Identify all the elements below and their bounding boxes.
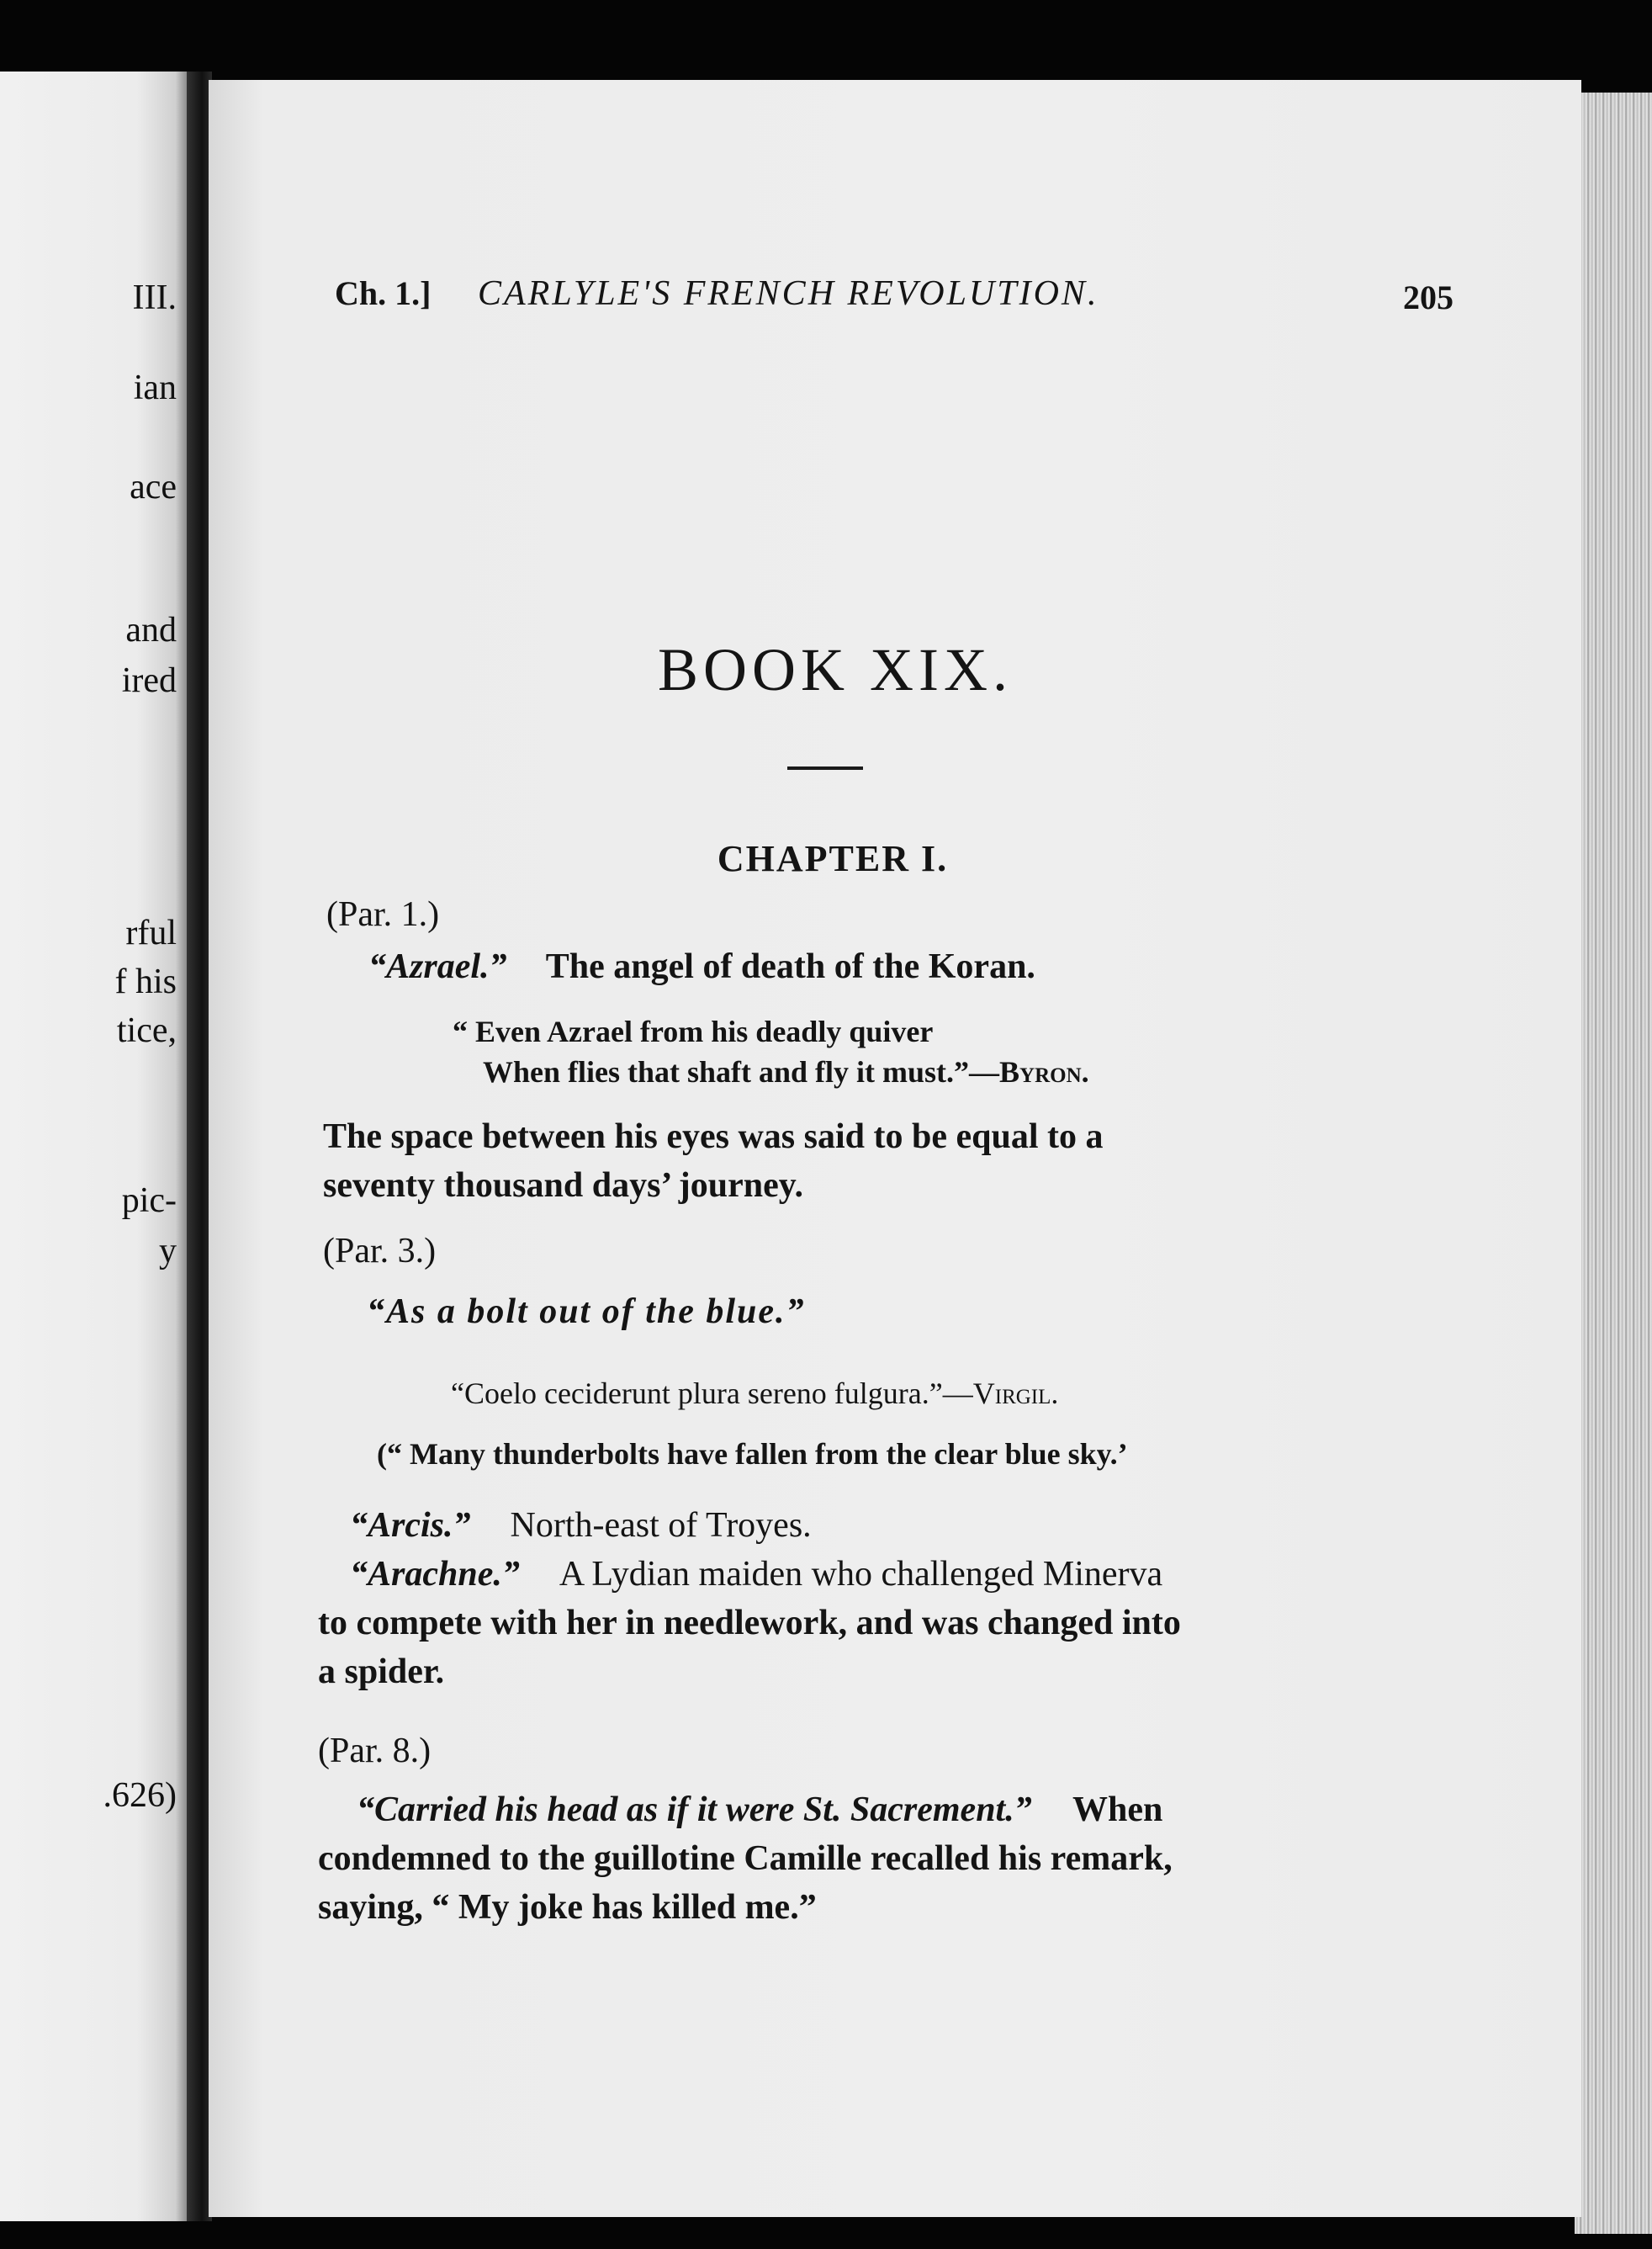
quote-line: “ Even Azrael from his deadly quiver — [453, 1015, 934, 1048]
running-head-chapter: Ch. 1.] — [335, 274, 432, 312]
left-page-fragment: and — [125, 611, 177, 650]
par-label: (Par. 3.) — [323, 1232, 437, 1270]
left-page-fragment: ian — [133, 369, 177, 407]
body-line: seventy thousand days’ journey. — [323, 1166, 803, 1205]
gloss-term: “Azrael.” — [368, 947, 507, 986]
page-edges — [1575, 93, 1652, 2234]
running-head — [335, 273, 1546, 324]
body-line: a spider. — [318, 1652, 445, 1691]
left-page-fragment: ace — [130, 468, 177, 507]
left-page-fragment: f his — [114, 963, 177, 1001]
body-line: to compete with her in needlework, and was changed into — [318, 1604, 1181, 1642]
left-page-fragment: pic- — [121, 1181, 177, 1220]
gloss-entry — [368, 947, 1035, 987]
body-line: saying, “ My joke has killed me.” — [318, 1888, 817, 1927]
body-line: The space between his eyes was said to be equal to a — [323, 1117, 1104, 1156]
gloss-entry — [350, 1505, 812, 1546]
gloss-entry — [357, 1790, 1162, 1830]
right-page — [209, 80, 1581, 2217]
left-page-fragment: tice, — [116, 1011, 177, 1050]
quote-line — [451, 1376, 1058, 1411]
par-label: (Par. 1.) — [326, 895, 440, 934]
gloss-term: “Carried his head as if it were St. Sacrement.” — [357, 1790, 1032, 1829]
left-page-fragment: rful — [125, 914, 177, 952]
gloss-term-text: “As a bolt out of the blue.” — [367, 1292, 806, 1331]
quote-author: Virgil. — [972, 1376, 1059, 1410]
quote-line — [483, 1054, 1089, 1090]
quote-text: “Coelo ceciderunt plura sereno fulgura.”— — [451, 1376, 973, 1410]
book-title: BOOK XIX. — [658, 636, 1013, 703]
gloss-definition: When — [1072, 1790, 1163, 1829]
gloss-term: “Arcis.” — [350, 1506, 471, 1545]
quote-author: Byron. — [999, 1055, 1089, 1089]
left-page-fragment: .626) — [103, 1776, 177, 1815]
gloss-definition: North-east of Troyes. — [510, 1506, 812, 1545]
gloss-definition: The angel of death of the Koran. — [545, 947, 1035, 986]
quote-text: When flies that shaft and fly it must.”— — [483, 1055, 1000, 1089]
chapter-title: CHAPTER I. — [717, 838, 949, 879]
left-page-fragment: ired — [121, 661, 177, 700]
left-page — [0, 72, 195, 2221]
gloss-term — [367, 1292, 806, 1332]
gloss-term: “Arachne.” — [350, 1555, 520, 1594]
left-page-fragment: III. — [132, 278, 177, 317]
left-page-fragment: y — [159, 1232, 177, 1270]
gloss-definition: A Lydian maiden who challenged Minerva — [559, 1555, 1163, 1594]
page-number: 205 — [1403, 278, 1453, 316]
running-head-title: CARLYLE'S FRENCH REVOLUTION. — [478, 274, 1099, 313]
gloss-entry — [350, 1554, 1162, 1594]
body-line: condemned to the guillotine Camille recalled his remark, — [318, 1839, 1173, 1878]
translation-line: (“ Many thunderbolts have fallen from the clear blue sky.’ — [377, 1437, 1128, 1471]
title-rule — [787, 766, 863, 770]
par-label: (Par. 8.) — [318, 1732, 432, 1770]
